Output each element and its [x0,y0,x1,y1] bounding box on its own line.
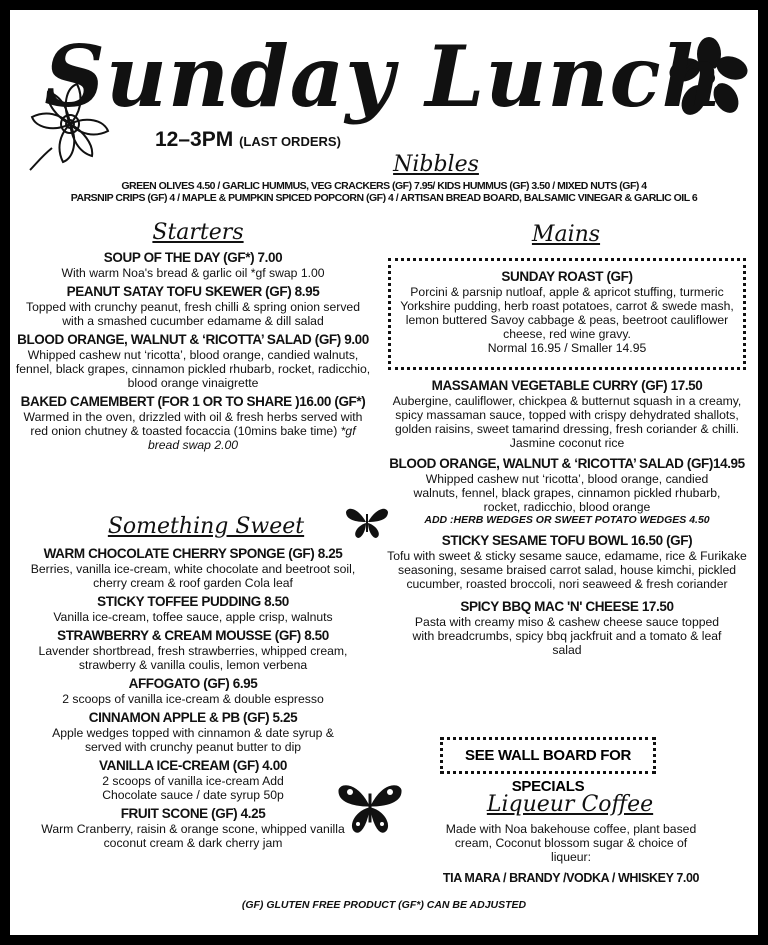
list-item [14,546,372,590]
hours-time: 12–3PM [155,128,234,151]
liqueur-heading: Liqueur Coffee [486,792,654,817]
item-description: Topped with crunchy peanut, fresh chilli & spring onion served with a smashed cucumber edamame & dill salad [26,300,360,328]
item-title: SPICY BBQ MAC 'N' CHEESE 17.50 [460,599,674,614]
item-description: Pasta with creamy miso & cashew cheese sauce topped with breadcrumbs, spicy bbq jackfruit and a tomato & leaf salad [412,615,722,657]
item-description: 2 scoops of vanilla ice-cream & double espresso [62,692,324,706]
item-extra: *gf bread swap 2.00 [147,424,356,452]
sweet-section [14,542,372,850]
nibbles-line-2: PARSNIP CRIPS (GF) 4 / MAPLE & PUMPKIN SPICED POPCORN (GF) 4 / ARTISAN BREAD BOARD, BALSAMIC VINEGAR & GARLIC OIL 6 [70,192,698,204]
item-description: Berries, vanilla ice-cream, white chocolate and beetroot soil, cherry cream & roof garden Cola leaf [30,562,356,590]
liqueur-section [436,822,706,886]
list-item [14,394,372,452]
item-description: Warm Cranberry, raisin & orange scone, whipped vanilla coconut cream & dark cherry jam [41,822,345,850]
list-item [14,758,372,802]
list-item [386,533,748,591]
item-description: Whipped cashew nut ‘ricotta’, blood orange, candied walnuts, fennel, black grapes, cinnamon pickled rhubarb, rocket, radicchio, blood orange [413,472,721,514]
item-title: BLOOD ORANGE, WALNUT & ‘RICOTTA’ SALAD (GF)14.95 [389,456,745,471]
sunday-roast-box [388,258,746,370]
nibbles-heading: Nibbles [393,152,479,177]
serving-hours [155,128,341,152]
list-item [386,456,748,527]
item-title: STICKY SESAME TOFU BOWL 16.50 (GF) [441,533,693,548]
specials-notice: SEE WALL BOARD FOR SPECIALS [440,737,656,774]
nibbles-line-1: GREEN OLIVES 4.50 / GARLIC HUMMUS, VEG CRACKERS (GF) 7.95/ KIDS HUMMUS (GF) 3.50 / MIXED NUTS (GF) 4 [121,180,647,192]
butterfly-icon [336,776,404,840]
butterfly-icon [344,502,390,542]
hours-note: (LAST ORDERS) [239,134,341,149]
item-description: Whipped cashew nut ‘ricotta’, blood orange, candied walnuts, fennel, black grapes, cinnamon pickled rhubarb, rocket, radicchio, blood orange vinaigrette [15,348,371,390]
item-description: Apple wedges topped with cinnamon & date syrup & served with crunchy peanut butter to dip [52,726,334,754]
item-description: Lavender shortbread, fresh strawberries, whipped cream, strawberry & vanilla coulis, lemon verbena [38,644,348,672]
liqueur-options: TIA MARA / BRANDY /VODKA / WHISKEY 7.00 [442,871,700,885]
item-description: With warm Noa's bread & garlic oil *gf swap 1.00 [61,266,325,280]
mains-heading: Mains [531,222,601,247]
item-description-wrap [14,410,372,452]
item-title: WARM CHOCOLATE CHERRY SPONGE (GF) 8.25 [43,546,343,561]
item-description: Porcini & parsnip nutloaf, apple & apricot stuffing, turmeric Yorkshire pudding, herb roast potatoes, carrot & swede mash, lemon buttered Savoy cabbage & peas, beetroot cauliflower cheese, red wine gravy. [400,285,734,341]
mains-section [386,374,748,657]
list-item [14,806,372,850]
list-item [14,594,372,624]
list-item [386,378,748,450]
sweet-heading: Something Sweet [107,514,305,539]
starters-section [14,246,372,452]
item-description: Tofu with sweet & sticky sesame sauce, edamame, rice & Furikake seasoning, sesame braised carrot salad, house kimchi, pickled cucumber, roasted broccoli, nori seaweed & fresh coriander [387,549,747,591]
list-item [14,284,372,328]
item-title: STRAWBERRY & CREAM MOUSSE (GF) 8.50 [57,628,329,643]
starters-heading: Starters [152,220,244,245]
item-title: STICKY TOFFEE PUDDING 8.50 [97,594,289,609]
sunday-roast-item [393,269,741,355]
page-title: Sunday Lunch [44,27,724,126]
item-title: FRUIT SCONE (GF) 4.25 [120,806,266,821]
item-title: SOUP OF THE DAY (GF*) 7.00 [103,250,283,265]
item-title: MASSAMAN VEGETABLE CURRY (GF) 17.50 [431,378,703,393]
item-title: BLOOD ORANGE, WALNUT & ‘RICOTTA’ SALAD (GF) 9.00 [17,332,369,347]
list-item [386,599,748,657]
item-description: 2 scoops of vanilla ice-cream Add Chocolate sauce / date syrup 50p [102,774,284,802]
list-item [14,676,372,706]
list-item [14,628,372,672]
item-description: Warmed in the oven, drizzled with oil & fresh herbs served with red onion chutney & toasted focaccia (10mins bake time) [23,410,363,438]
item-title: CINNAMON APPLE & PB (GF) 5.25 [88,710,298,725]
item-title: BAKED CAMEMBERT (FOR 1 OR TO SHARE )16.00 (GF*) [20,394,366,409]
item-title: AFFOGATO (GF) 6.95 [128,676,258,691]
menu-page [10,10,758,935]
footer-note: (GF) GLUTEN FREE PRODUCT (GF*) CAN BE ADJUSTED [241,899,527,911]
liqueur-description: Made with Noa bakehouse coffee, plant based cream, Coconut blossom sugar & choice of liqueur: [445,822,697,864]
item-description: Aubergine, cauliflower, chickpea & butternut squash in a creamy, spicy massaman sauce, topped with crispy dehydrated shallots, golden raisins, sweet tamarind dressing, fresh coriander & chilli. Jasmine coconut rice [392,394,742,450]
list-item [14,710,372,754]
item-price: Normal 16.95 / Smaller 14.95 [487,341,647,355]
item-title: SUNDAY ROAST (GF) [501,269,633,284]
item-title: VANILLA ICE-CREAM (GF) 4.00 [99,758,287,773]
item-description: Vanilla ice-cream, toffee sauce, apple crisp, walnuts [53,610,333,624]
list-item [14,250,372,280]
list-item [14,332,372,390]
item-extra: ADD :HERB WEDGES OR SWEET POTATO WEDGES 4.50 [424,514,710,526]
item-title: PEANUT SATAY TOFU SKEWER (GF) 8.95 [66,284,320,299]
